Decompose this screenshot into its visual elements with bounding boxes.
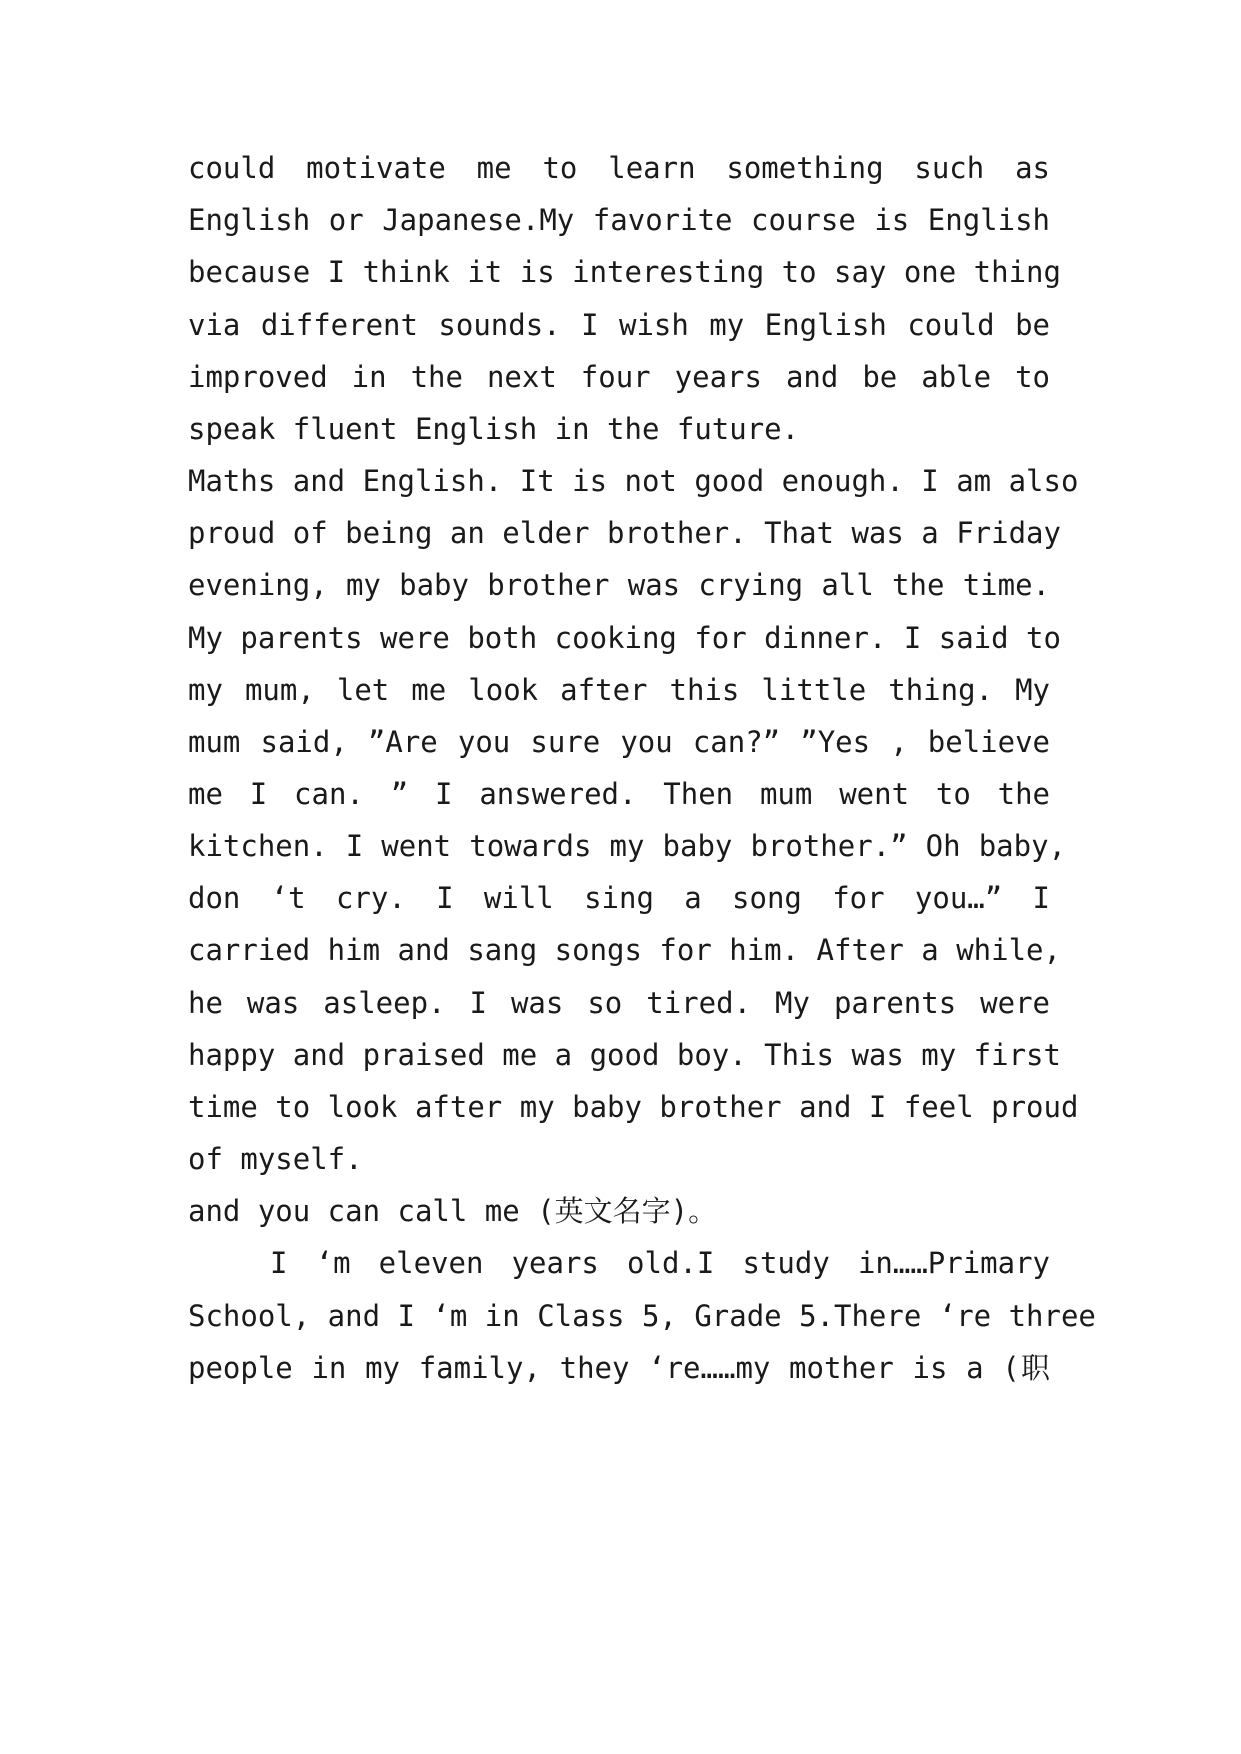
text-line: me I can. ” I answered. Then mum went to the bbox=[188, 777, 1050, 811]
text-line: via different sounds. I wish my English could be bbox=[188, 308, 1050, 342]
text-line: carried him and sang songs for him. After a while, bbox=[188, 933, 1061, 967]
text-line: I ‘m eleven years old.I study in……Primary bbox=[270, 1246, 1050, 1280]
text-line: improved in the next four years and be able to bbox=[188, 360, 1050, 394]
text-line: time to look after my baby brother and I feel proud bbox=[188, 1090, 1079, 1124]
text-line: people in my family, they ‘re……my mother is a (职 bbox=[188, 1351, 1050, 1385]
text-line: kitchen. I went towards my baby brother.” Oh baby, bbox=[188, 829, 1066, 863]
text-line: English or Japanese.My favorite course is English bbox=[188, 203, 1050, 237]
text-line: could motivate me to learn something such as bbox=[188, 151, 1050, 185]
text-line: mum said, ”Are you sure you can?” ”Yes , believe bbox=[188, 725, 1050, 759]
text-line: of myself. bbox=[188, 1142, 363, 1176]
text-line: and you can call me (英文名字)。 bbox=[188, 1194, 718, 1228]
text-line: happy and praised me a good boy. This was my first bbox=[188, 1038, 1061, 1072]
text-line: my mum, let me look after this little thing. My bbox=[188, 673, 1050, 707]
text-line: evening, my baby brother was crying all the time. bbox=[188, 568, 1050, 602]
text-line: School, and I ‘m in Class 5, Grade 5.There ‘re three bbox=[188, 1299, 1096, 1333]
text-line: he was asleep. I was so tired. My parents were bbox=[188, 986, 1050, 1020]
text-line: proud of being an elder brother. That was a Friday bbox=[188, 516, 1061, 550]
text-line: don ‘t cry. I will sing a song for you…” I bbox=[188, 881, 1050, 915]
text-line: Maths and English. It is not good enough. I am also bbox=[188, 464, 1079, 498]
text-line: speak fluent English in the future. bbox=[188, 412, 800, 446]
text-line: because I think it is interesting to say one thing bbox=[188, 255, 1061, 289]
text-line: My parents were both cooking for dinner. I said to bbox=[188, 621, 1061, 655]
